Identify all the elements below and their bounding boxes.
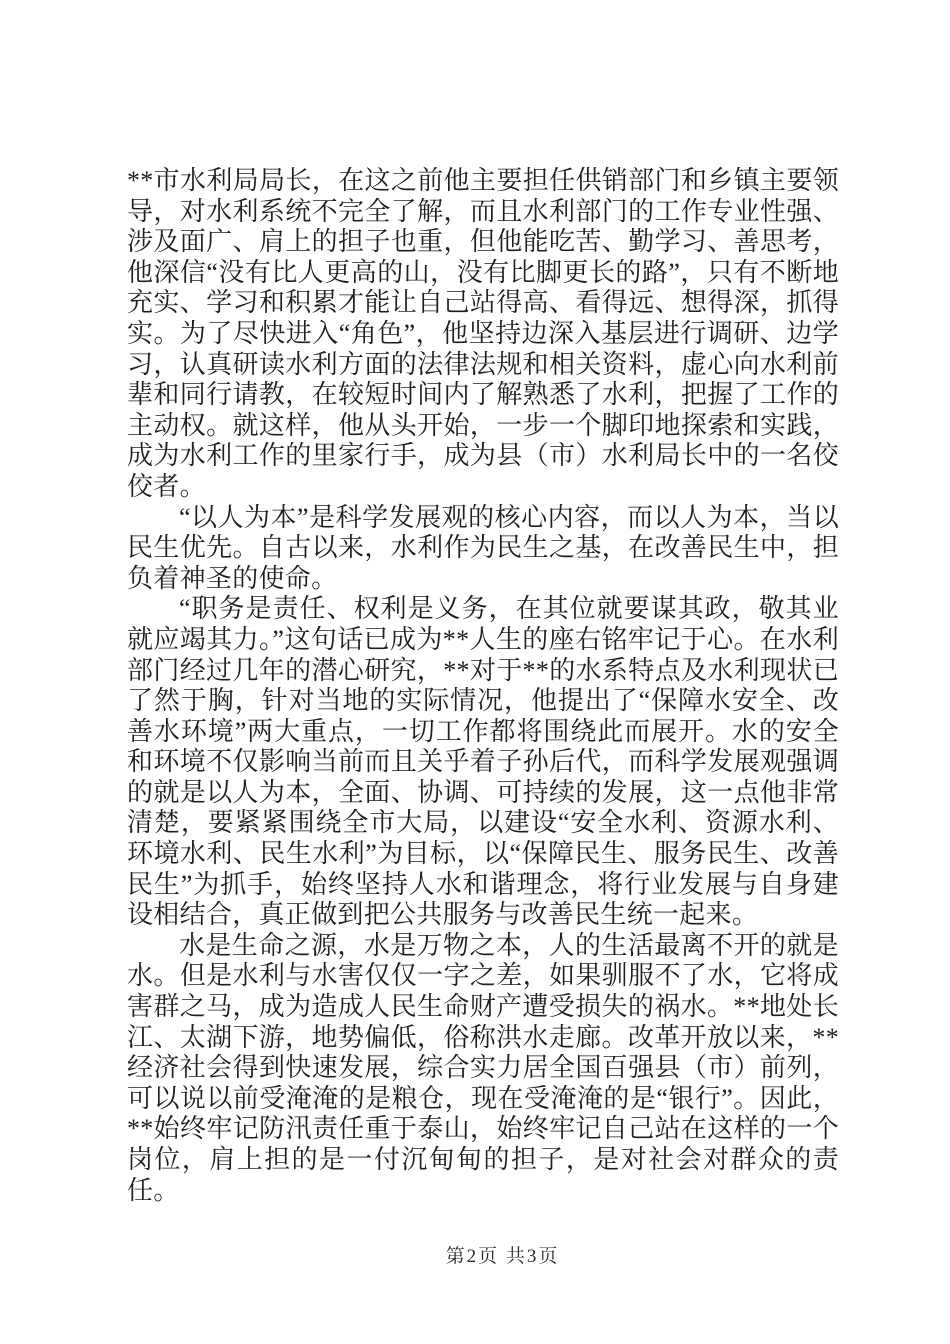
- paragraph: 水是生命之源，水是万物之本，人的生活最离不开的就是水。但是水利与水害仅仅一字之差，如果驯服不了水，它将成害群之马，成为造成人民生命财产遭受损失的祸水。**地处长江、太湖下游，地势偏低，俗称洪水走廊。改革开放以来，**经济社会得到快速发展，综合实力居全国百强县（市）前列，可以说以前受淹淹的是粮仓，现在受淹淹的是“银行”。因此，**始终牢记防汛责任重于泰山，始终牢记自己站在这样的一个岗位，肩上担的是一付沉甸甸的担子，是对社会对群众的责任。: [127, 930, 839, 1205]
- paragraph: “以人为本”是科学发展观的核心内容，而以人为本，当以民生优先。自古以来，水利作为民生之基，在改善民生中，担负着神圣的使命。: [127, 502, 839, 593]
- page-footer: [0, 1241, 950, 1268]
- paragraph: **市水利局局长，在这之前他主要担任供销部门和乡镇主要领导，对水利系统不完全了解，而且水利部门的工作专业性强、涉及面广、肩上的担子也重，但他能吃苦、勤学习、善思考，他深信“没有比人更高的山，没有比脚更长的路”，只有不断地充实、学习和积累才能让自己站得高、看得远、想得深，抓得实。为了尽快进入“角色”，他坚持边深入基层进行调研、边学习，认真研读水利方面的法律法规和相关资料，虚心向水利前辈和同行请教，在较短时间内了解熟悉了水利，把握了工作的主动权。就这样，他从头开始，一步一个脚印地探索和实践，成为水利工作的里家行手，成为县（市）水利局长中的一名佼佼者。: [127, 166, 839, 501]
- document-body: [127, 166, 839, 1206]
- paragraph: “职务是责任、权利是义务，在其位就要谋其政，敬其业就应竭其力。”这句话已成为**人生的座右铭牢记于心。在水利部门经过几年的潜心研究，**对于**的水系特点及水利现状已了然于胸，针对当地的实际情况，他提出了“保障水安全、改善水环境”两大重点，一切工作都将围绕此而展开。水的安全和环境不仅影响当前而且关乎着子孙后代，而科学发展观强调的就是以人为本，全面、协调、可持续的发展，这一点他非常清楚，要紧紧围绕全市大局，以建设“安全水利、资源水利、环境水利、民生水利”为目标，以“保障民生、服务民生、改善民生”为抓手，始终坚持人水和谐理念，将行业发展与自身建设相结合，真正做到把公共服务与改善民生统一起来。: [127, 594, 839, 930]
- page-number-indicator: 第2页 共3页: [445, 1246, 560, 1267]
